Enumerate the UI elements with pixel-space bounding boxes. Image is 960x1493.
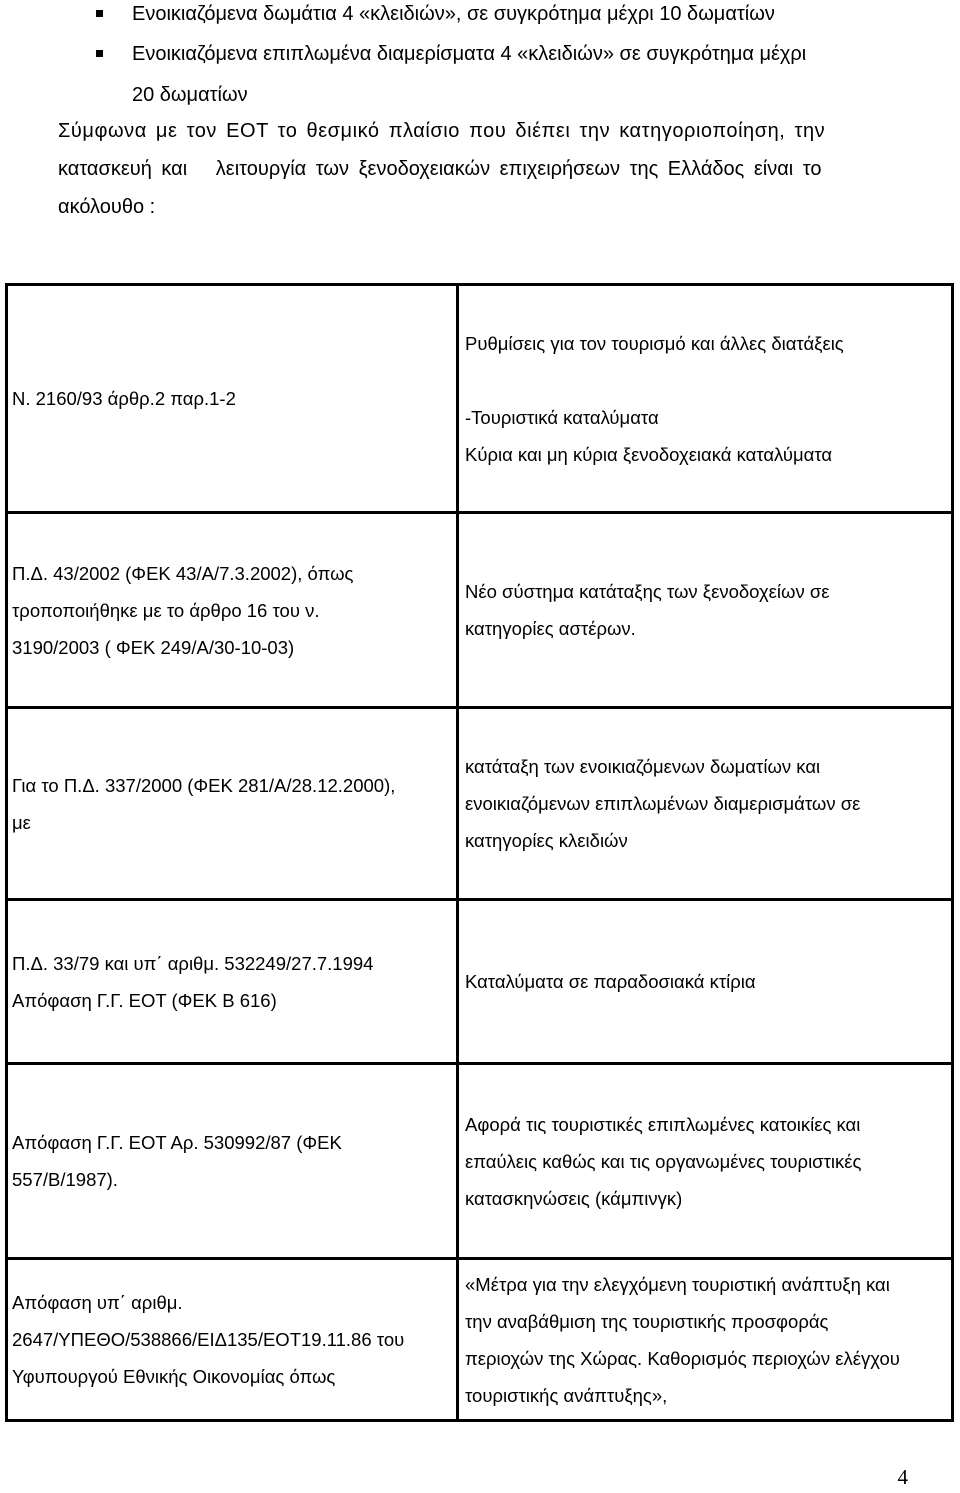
cell-line: τροποποιήθηκε με το άρθρο 16 του ν. xyxy=(12,599,320,621)
cell-line: κατάταξη των ενοικιαζόμενων δωματίων και xyxy=(465,756,821,777)
description-cell xyxy=(458,285,953,513)
cell-line: Κύρια και μη κύρια ξενοδοχειακά καταλύματα xyxy=(465,443,833,465)
cell-line: κατασκηνώσεις (κάμπινγκ) xyxy=(465,1187,683,1209)
regulations-table xyxy=(5,283,954,1422)
cell-line: Για το Π.Δ. 337/2000 (ΦΕΚ 281/Α/28.12.2000), xyxy=(12,774,396,796)
law-reference-cell xyxy=(7,513,458,708)
table-row xyxy=(7,900,953,1064)
description-cell xyxy=(458,900,953,1064)
cell-line: κατηγορίες αστέρων. xyxy=(465,618,636,639)
cell-line: Νέο σύστημα κατάταξης των ξενοδοχείων σε xyxy=(465,581,830,602)
cell-line: Π.Δ. 43/2002 (ΦΕΚ 43/Α/7.3.2002), όπως xyxy=(12,562,354,584)
cell-line: επαύλεις καθώς και τις οργανωμένες τουριστικές xyxy=(465,1150,862,1172)
description-cell xyxy=(458,1259,953,1421)
table-row xyxy=(7,1064,953,1259)
cell-line: την αναβάθμιση της τουριστικής προσφοράς xyxy=(465,1310,829,1332)
cell-line: τουριστικής ανάπτυξης», xyxy=(465,1384,668,1406)
cell-line: ενοικιαζόμενων επιπλωμένων διαμερισμάτων σε xyxy=(465,793,861,814)
law-reference-cell xyxy=(7,1259,458,1421)
table-row xyxy=(7,513,953,708)
cell-line: -Τουριστικά καταλύματα xyxy=(465,406,659,428)
cell-line: Π.Δ. 33/79 και υπ΄ αριθμ. 532249/27.7.1994 xyxy=(12,952,374,974)
law-reference-cell xyxy=(7,708,458,900)
paragraph-line: κατασκευή και λειτουργία των ξενοδοχειακών επιχειρήσεων της Ελλάδος είναι το xyxy=(58,158,822,180)
bullet-item xyxy=(96,40,916,76)
table-row xyxy=(7,1259,953,1421)
cell-line: «Μέτρα για την ελεγχόμενη τουριστική ανάπτυξη και xyxy=(465,1273,890,1295)
description-cell xyxy=(458,513,953,708)
table-row xyxy=(7,708,953,900)
cell-line: Υφυπουργού Εθνικής Οικονομίας όπως xyxy=(12,1366,336,1387)
cell-line: περιοχών της Χώρας. Καθορισμός περιοχών ελέγχου xyxy=(465,1347,900,1369)
law-reference-cell xyxy=(7,1064,458,1259)
cell-line: Ρυθμίσεις για τον τουρισμό και άλλες διατάξεις xyxy=(465,332,844,354)
square-bullet-icon xyxy=(96,10,103,17)
bullet-text: Ενοικιαζόμενα επιπλωμένα διαμερίσματα 4 «κλειδιών» σε συγκρότημα μέχρι xyxy=(132,43,807,65)
paragraph-line: Σύμφωνα με τον ΕΟΤ το θεσμικό πλαίσιο που διέπει την κατηγοριοποίηση, την xyxy=(58,120,826,142)
cell-line: Αφορά τις τουριστικές επιπλωμένες κατοικίες και xyxy=(465,1113,861,1135)
cell-line: 3190/2003 ( ΦΕΚ 249/Α/30-10-03) xyxy=(12,636,295,658)
description-cell xyxy=(458,1064,953,1259)
law-reference-cell xyxy=(7,285,458,513)
bullet-continuation: 20 δωματίων xyxy=(132,84,248,106)
cell-line: Απόφαση Γ.Γ. ΕΟΤ (ΦΕΚ Β 616) xyxy=(12,989,277,1011)
cell-line: 557/Β/1987). xyxy=(12,1169,118,1190)
cell-line: Απόφαση Γ.Γ. ΕΟΤ Αρ. 530992/87 (ΦΕΚ xyxy=(12,1132,342,1153)
bullet-text: Ενοικιαζόμενα δωμάτια 4 «κλειδιών», σε συγκρότημα μέχρι 10 δωματίων xyxy=(132,3,775,25)
description-cell xyxy=(458,708,953,900)
square-bullet-icon xyxy=(96,50,103,57)
bullet-list xyxy=(96,0,916,106)
intro-paragraph xyxy=(58,112,918,226)
table-row xyxy=(7,285,953,513)
cell-line: 2647/ΥΠΕΘΟ/538866/ΕΙΔ135/ΕΟΤ19.11.86 του xyxy=(12,1329,405,1350)
bullet-item xyxy=(96,0,916,36)
cell-line: Απόφαση υπ΄ αριθμ. xyxy=(12,1292,183,1313)
cell-line: Ν. 2160/93 άρθρ.2 παρ.1-2 xyxy=(12,388,236,409)
cell-line: Καταλύματα σε παραδοσιακά κτίρια xyxy=(465,971,756,992)
page-number: 4 xyxy=(897,1465,908,1489)
paragraph-line: ακόλουθο : xyxy=(58,196,156,218)
law-reference-cell xyxy=(7,900,458,1064)
cell-line: με xyxy=(12,811,31,833)
cell-line: κατηγορίες κλειδιών xyxy=(465,830,628,851)
cell-spacer xyxy=(465,362,945,399)
